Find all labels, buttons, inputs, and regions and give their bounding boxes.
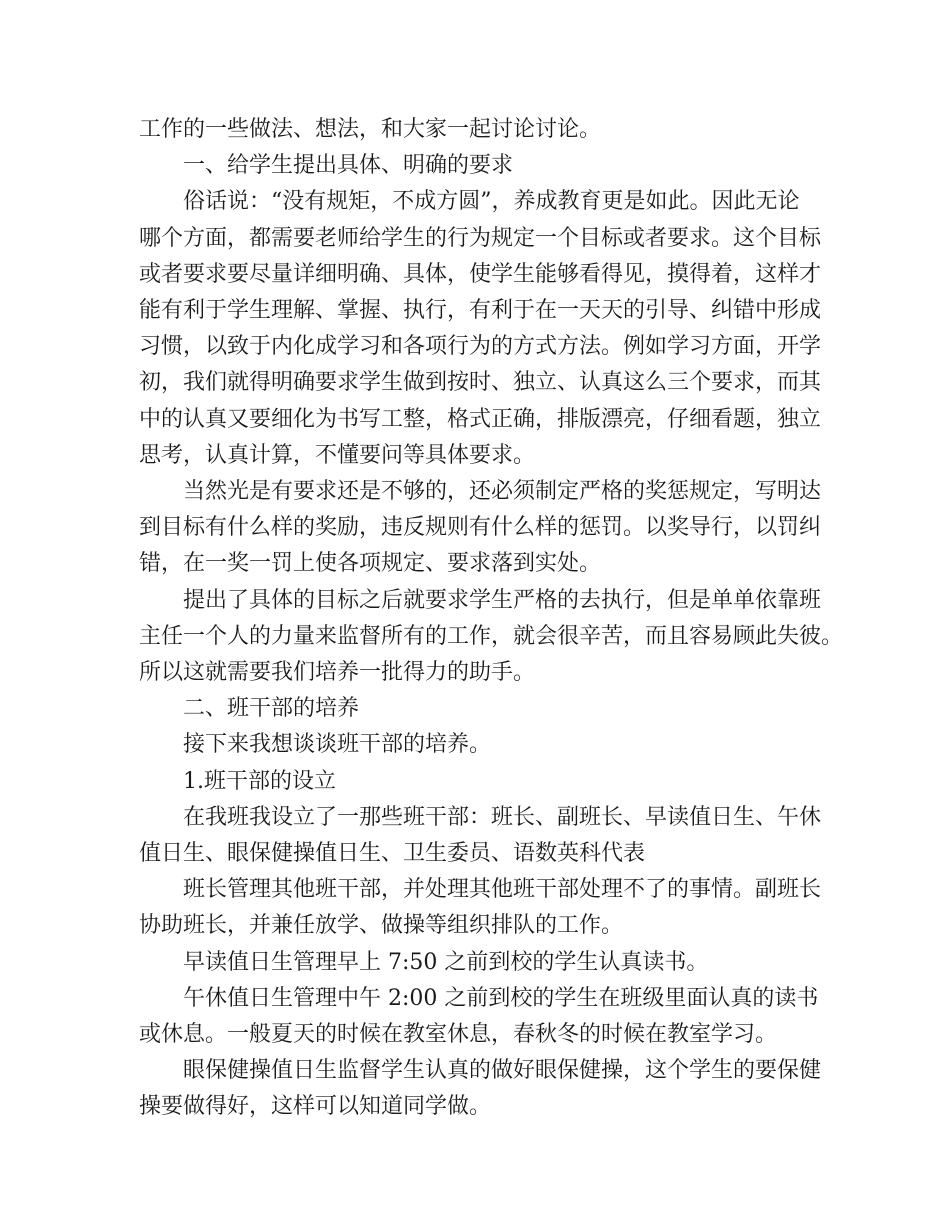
text-line: 在我班我设立了一那些班干部：班长、副班长、早读值日生、午休 [183,804,822,830]
text-line: 操要做得好，这样可以知道同学做。 [139,1094,492,1120]
text-line: 中的认真又要细化为书写工整，格式正确，排版漂亮，仔细看题，独立 [139,406,822,432]
text-line: 1.班干部的设立 [183,768,336,794]
text-line: 或休息。一般夏天的时候在教室休息，春秋冬的时候在教室学习。 [139,1022,778,1048]
text-line: 二、班干部的培养 [183,696,360,722]
text-line: 协助班长，并兼任放学、做操等组织排队的工作。 [139,913,624,939]
text-line: 一、给学生提出具体、明确的要求 [183,153,514,179]
text-line: 或者要求要尽量详细明确、具体，使学生能够看得见，摸得着，这样才 [139,261,822,287]
text-line: 工作的一些做法、想法，和大家一起讨论讨论。 [139,117,602,142]
text-line: 习惯，以致于内化成学习和各项行为的方式方法。例如学习方面，开学 [139,334,822,360]
text-line: 思考，认真计算，不懂要问等具体要求。 [139,442,536,468]
text-line: 接下来我想谈谈班干部的培养。 [183,732,492,758]
text-line: 值日生、眼保健操值日生、卫生委员、语数英科代表 [139,841,646,867]
text-line: 早读值日生管理早上 7:50 之前到校的学生认真读书。 [183,949,709,975]
text-line: 午休值日生管理中午 2:00 之前到校的学生在班级里面认真的读书 [183,985,819,1011]
text-line: 哪个方面，都需要老师给学生的行为规定一个目标或者要求。这个目标 [139,225,822,251]
text-line: 错，在一奖一罚上使各项规定、要求落到实处。 [139,551,602,577]
text-line: 所以这就需要我们培养一批得力的助手。 [139,660,536,686]
text-line: 眼保健操值日生监督学生认真的做好眼保健操，这个学生的要保健 [183,1058,822,1084]
text-line: 主任一个人的力量来监督所有的工作，就会很辛苦，而且容易顾此失彼。 [139,623,844,649]
text-line: 班长管理其他班干部，并处理其他班干部处理不了的事情。副班长 [183,877,822,903]
text-line: 当然光是有要求还是不够的，还必须制定严格的奖惩规定，写明达 [183,479,822,505]
text-line: 到目标有什么样的奖励，违反规则有什么样的惩罚。以奖导行，以罚纠 [139,515,822,541]
text-line: 初，我们就得明确要求学生做到按时、独立、认真这么三个要求，而其 [139,370,822,396]
text-line: 能有利于学生理解、掌握、执行，有利于在一天天的引导、纠错中形成 [139,298,822,324]
text-line: 提出了具体的目标之后就要求学生严格的去执行，但是单单依靠班 [183,587,822,613]
document-body [139,112,844,1126]
text-line: 俗话说：“没有规矩，不成方圆”，养成教育更是如此。因此无论 [183,189,800,215]
